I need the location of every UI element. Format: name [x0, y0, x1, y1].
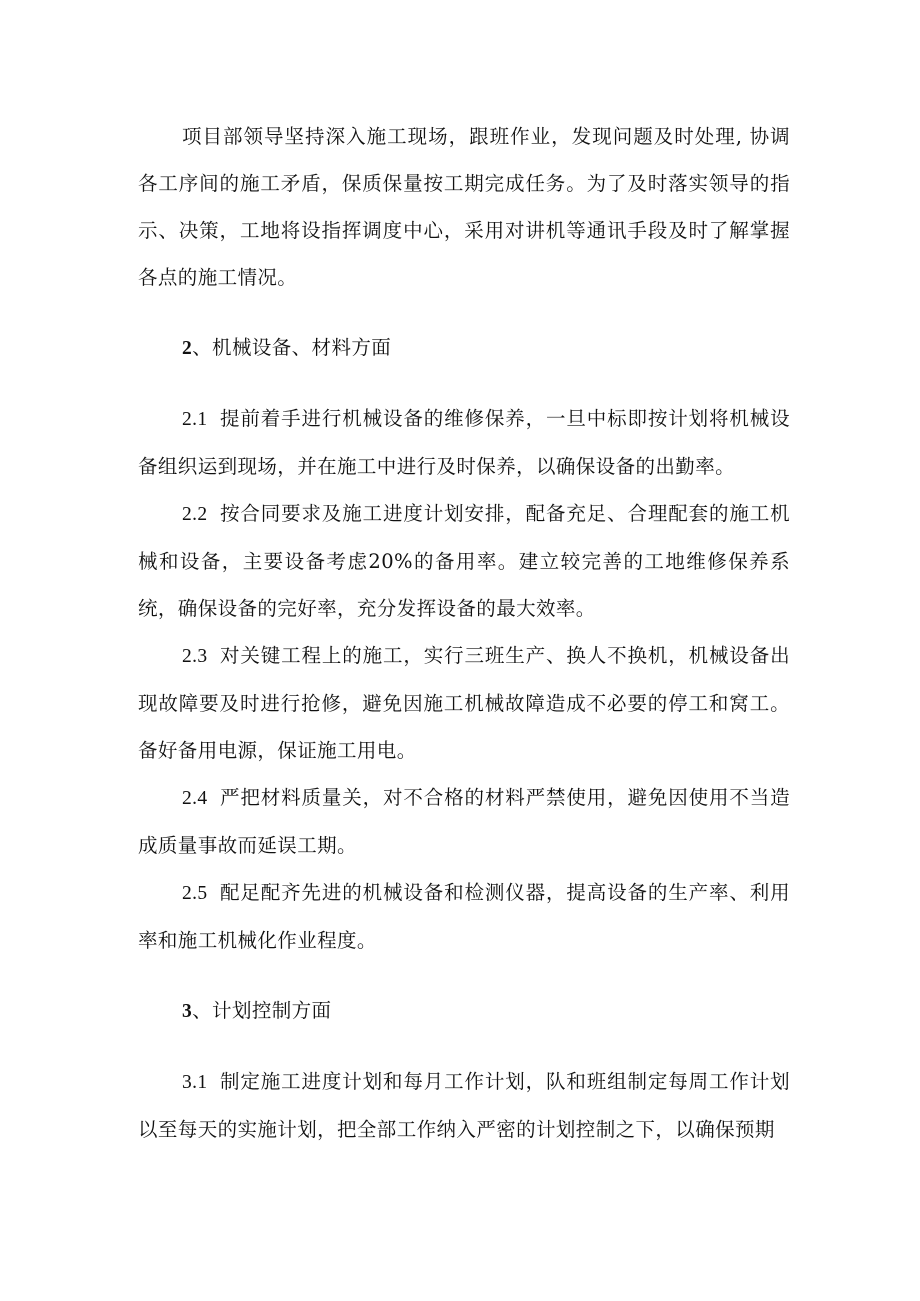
clause-2-5 [138, 869, 790, 964]
clause-number: 2.4 [182, 788, 208, 809]
clause-2-4 [138, 774, 790, 869]
clause-number: 2.1 [182, 409, 208, 430]
clause-text: 提前着手进行机械设备的维修保养，一旦中标即按计划将机械设备组织运到现场，并在施工中进行及时保养，以确保设备的出勤率。 [138, 407, 790, 478]
clause-number: 3.1 [182, 1072, 208, 1093]
clause-number: 2.3 [182, 646, 208, 667]
section-2-number: 2 [182, 338, 193, 359]
clause-text: 对关键工程上的施工，实行三班生产、换人不换机，机械设备出现故障要及时进行抢修，避免因施工机械故障造成不必要的停工和窝工。备好备用电源，保证施工用电。 [138, 644, 790, 762]
clause-text: 配足配齐先进的机械设备和检测仪器，提高设备的生产率、利用率和施工机械化作业程度。 [138, 881, 790, 952]
section-2-heading [138, 324, 790, 372]
clause-text: 严把材料质量关，对不合格的材料严禁使用，避免因使用不当造成质量事故而延误工期。 [138, 786, 790, 857]
clause-2-2 [138, 490, 790, 632]
section-3-title: 、计划控制方面 [192, 999, 332, 1022]
section-2-title: 、机械设备、材料方面 [192, 336, 392, 359]
document-body [138, 113, 790, 1153]
clause-2-1 [138, 395, 790, 490]
section-3-number: 3 [182, 1001, 193, 1022]
clause-number: 2.5 [182, 883, 208, 904]
clause-3-1 [138, 1058, 790, 1153]
section-3-heading [138, 987, 790, 1035]
clause-2-3 [138, 632, 790, 774]
clause-text: 按合同要求及施工进度计划安排，配备充足、合理配套的施工机械和设备，主要设备考虑20%的备用率。建立较完善的工地维修保养系统，确保设备的完好率，充分发挥设备的最大效率。 [138, 502, 790, 620]
clause-number: 2.2 [182, 504, 208, 525]
intro-paragraph: 项目部领导坚持深入施工现场，跟班作业，发现问题及时处理, 协调各工序间的施工矛盾，保质保量按工期完成任务。为了及时落实领导的指示、决策，工地将设指挥调度中心，采用对讲机等通讯手段及时了解掌握各点的施工情况。 [138, 125, 790, 289]
clause-text: 制定施工进度计划和每月工作计划，队和班组制定每周工作计划以至每天的实施计划，把全部工作纳入严密的计划控制之下，以确保预期 [138, 1070, 790, 1141]
